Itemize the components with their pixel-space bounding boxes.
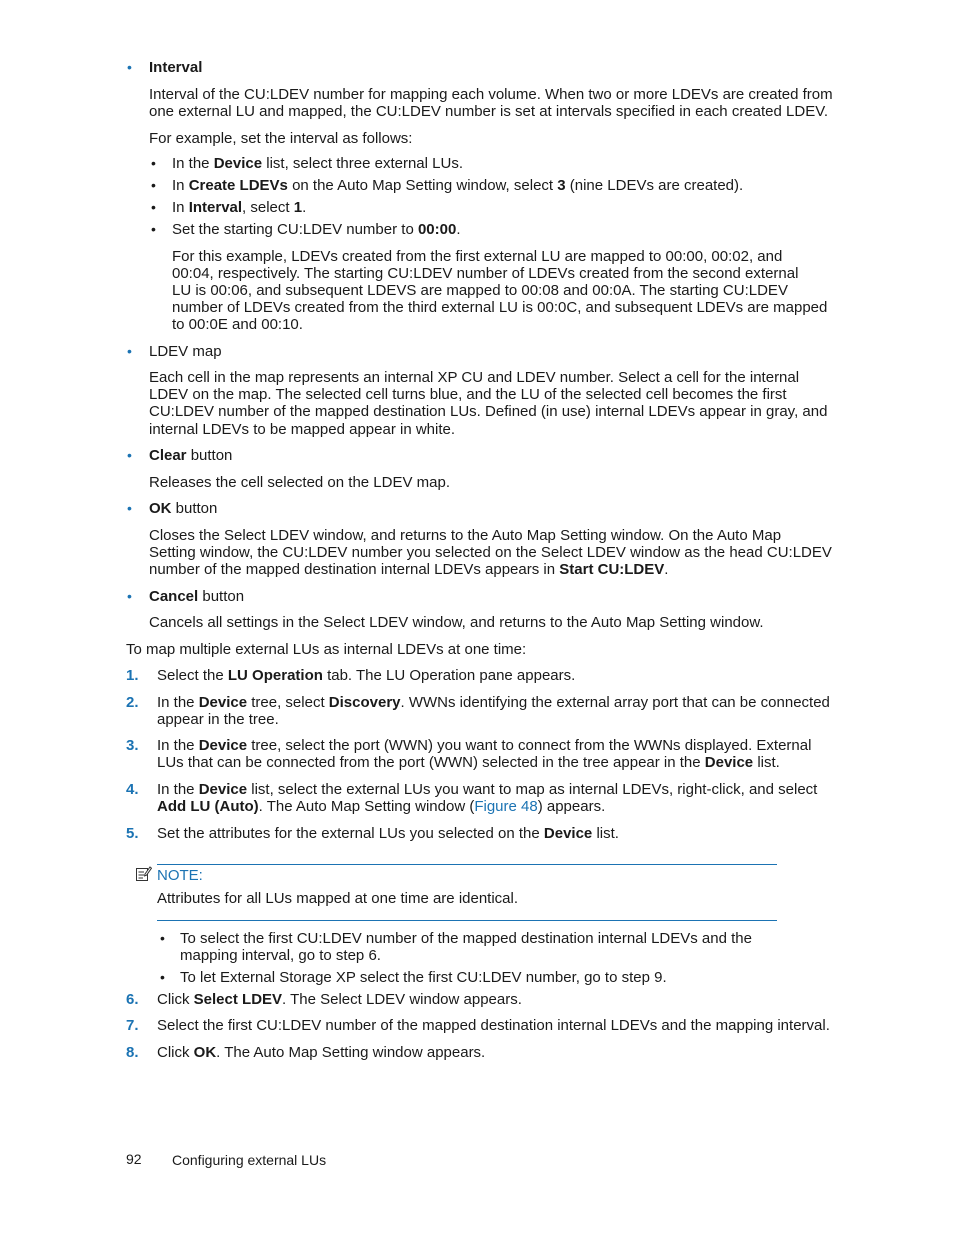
example-para-line: to 00:0E and 00:10. bbox=[172, 316, 303, 333]
ok-button-desc-line: Setting window, the CU:LDEV number you selected on the Select LDEV window as the head CU:LDEV bbox=[149, 544, 832, 561]
step-3-text-cont: LUs that can be connected from the port (WWN) selected in the tree appear in the Device list. bbox=[157, 754, 780, 771]
step-3-text: In the Device tree, select the port (WWN) you want to connect from the WWNs displayed. External bbox=[157, 737, 812, 754]
step-number: 7. bbox=[126, 1017, 139, 1034]
bullet-dot: • bbox=[151, 221, 156, 237]
note-label: NOTE: bbox=[157, 867, 203, 884]
ldev-map-desc-line: LDEV on the map. The selected cell turns blue, and the LU of the selected cell becomes the first bbox=[149, 386, 787, 403]
step-number: 4. bbox=[126, 781, 139, 798]
interval-sub-item: In the Device list, select three external LUs. bbox=[172, 155, 463, 172]
bullet-dot: • bbox=[127, 343, 132, 359]
step-5-text: Set the attributes for the external LUs you selected on the Device list. bbox=[157, 825, 619, 842]
ldev-map-desc-line: CU:LDEV number of the mapped destination LUs. Defined (in use) internal LDEVs appear in gray, and bbox=[149, 403, 828, 420]
example-para-line: 00:04, respectively. The starting CU:LDEV number of LDEVs created from the second external bbox=[172, 265, 799, 282]
step-2-text-cont: appear in the tree. bbox=[157, 711, 279, 728]
option-bullet-text: To select the first CU:LDEV number of the mapped destination internal LDEVs and the bbox=[180, 930, 752, 947]
step-4-text-cont: Add LU (Auto). The Auto Map Setting window (Figure 48) appears. bbox=[157, 798, 606, 815]
interval-sub-item: Set the starting CU:LDEV number to 00:00. bbox=[172, 221, 461, 238]
ok-button-desc-line: Closes the Select LDEV window, and returns to the Auto Map Setting window. On the Auto Map bbox=[149, 527, 782, 544]
step-6-text: Click Select LDEV. The Select LDEV window appears. bbox=[157, 991, 522, 1008]
interval-example-intro: For example, set the interval as follows: bbox=[149, 130, 413, 147]
ldev-map-desc-line: Each cell in the map represents an internal XP CU and LDEV number. Select a cell for the internal bbox=[149, 369, 800, 386]
bullet-dot: • bbox=[127, 59, 132, 75]
interval-sub-item: In Create LDEVs on the Auto Map Setting window, select 3 (nine LDEVs are created). bbox=[172, 177, 744, 194]
ok-button-desc-line: number of the mapped destination internal LDEVs appears in Start CU:LDEV. bbox=[149, 561, 669, 578]
bullet-dot: • bbox=[151, 199, 156, 215]
procedure-intro: To map multiple external LUs as internal LDEVs at one time: bbox=[126, 641, 527, 658]
bullet-dot: • bbox=[151, 177, 156, 193]
note-top-rule bbox=[157, 864, 777, 865]
bullet-dot: • bbox=[160, 969, 165, 985]
interval-desc-line: Interval of the CU:LDEV number for mapping each volume. When two or more LDEVs are created from bbox=[149, 86, 833, 103]
ok-button-heading: OK button bbox=[149, 500, 218, 517]
note-bottom-rule bbox=[157, 920, 777, 921]
bullet-dot: • bbox=[160, 930, 165, 946]
step-7-text: Select the first CU:LDEV number of the mapped destination internal LDEVs and the mapping interval. bbox=[157, 1017, 830, 1034]
step-number: 2. bbox=[126, 694, 139, 711]
step-number: 1. bbox=[126, 667, 139, 684]
bullet-dot: • bbox=[127, 447, 132, 463]
clear-button-heading: Clear button bbox=[149, 447, 233, 464]
ldev-map-desc-line: internal LDEVs to be mapped appear in white. bbox=[149, 421, 456, 438]
bullet-dot: • bbox=[127, 588, 132, 604]
interval-label: Interval bbox=[149, 59, 203, 76]
option-bullet-text: To let External Storage XP select the first CU:LDEV number, go to step 9. bbox=[180, 969, 667, 986]
cancel-button-heading: Cancel button bbox=[149, 588, 245, 605]
step-4-text: In the Device list, select the external LUs you want to map as internal LDEVs, right-click, and select bbox=[157, 781, 818, 798]
figure-48-link[interactable]: Figure 48 bbox=[474, 798, 538, 815]
ldev-map-label: LDEV map bbox=[149, 343, 222, 360]
example-para-line: number of LDEVs created from the third external LU is 00:0C, and subsequent LDEVs are mapped bbox=[172, 299, 828, 316]
interval-desc-line: one external LU and mapped, the CU:LDEV number is set at intervals specified in each created LDEV. bbox=[149, 103, 828, 120]
bullet-dot: • bbox=[127, 500, 132, 516]
step-1-text: Select the LU Operation tab. The LU Operation pane appears. bbox=[157, 667, 576, 684]
page-number: 92 bbox=[126, 1151, 142, 1167]
note-pencil-icon bbox=[135, 865, 152, 882]
cancel-button-desc: Cancels all settings in the Select LDEV window, and returns to the Auto Map Setting window. bbox=[149, 614, 764, 631]
example-para-line: LU is 00:06, and subsequent LDEVS are mapped to 00:08 and 00:0A. The starting CU:LDEV bbox=[172, 282, 788, 299]
option-bullet-text-cont: mapping interval, go to step 6. bbox=[180, 947, 381, 964]
example-para-line: For this example, LDEVs created from the first external LU are mapped to 00:00, 00:02, and bbox=[172, 248, 783, 265]
step-number: 5. bbox=[126, 825, 139, 842]
bullet-dot: • bbox=[151, 155, 156, 171]
clear-button-desc: Releases the cell selected on the LDEV map. bbox=[149, 474, 451, 491]
step-8-text: Click OK. The Auto Map Setting window appears. bbox=[157, 1044, 486, 1061]
footer-section-title: Configuring external LUs bbox=[172, 1152, 327, 1168]
step-number: 6. bbox=[126, 991, 139, 1008]
step-number: 3. bbox=[126, 737, 139, 754]
step-number: 8. bbox=[126, 1044, 139, 1061]
interval-sub-item: In Interval, select 1. bbox=[172, 199, 307, 216]
note-text: Attributes for all LUs mapped at one time are identical. bbox=[157, 890, 519, 907]
step-2-text: In the Device tree, select Discovery. WWNs identifying the external array port that can be connected bbox=[157, 694, 830, 711]
